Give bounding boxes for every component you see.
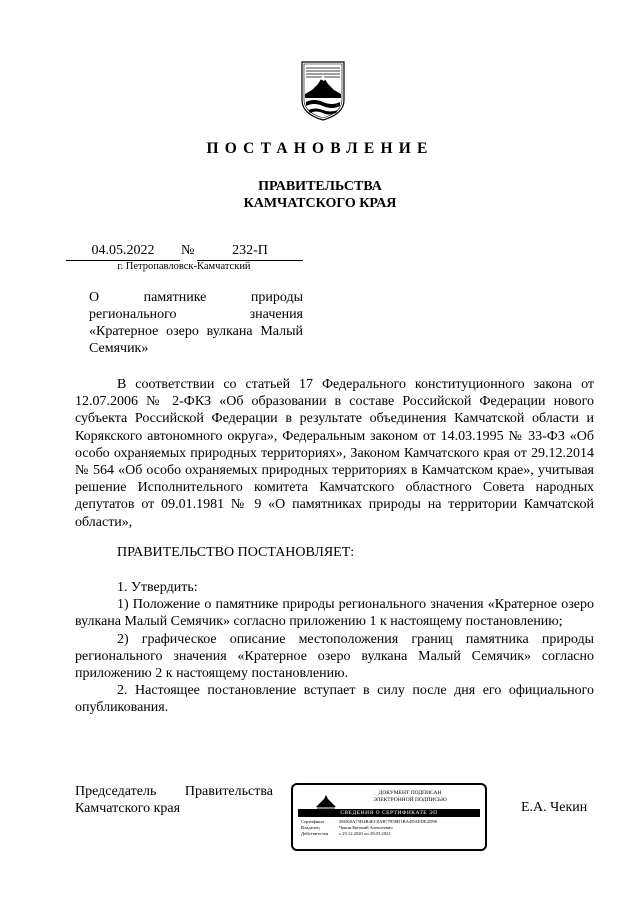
subject-line-4: Семячик» <box>89 341 149 356</box>
coat-of-arms-emblem <box>300 60 346 122</box>
signatory-title-line-1: Председатель Правительства <box>75 784 273 799</box>
decree-items <box>75 579 594 717</box>
subject-line-1: О памятнике природы <box>89 290 303 305</box>
issuer-line-2: КАМЧАТСКОГО КРАЯ <box>243 196 397 211</box>
issue-city: г. Петропавловск-Камчатский <box>117 261 251 272</box>
stamp-row-validity <box>301 831 481 837</box>
signatory-name: Е.А. Чекин <box>521 800 588 815</box>
signatory-title <box>75 783 273 817</box>
preamble-text: В соответствии со статьей 17 Федерального конституционного закона от 12.07.2006 № 2-ФКЗ «Об образовании в составе Российской Федерации нового субъекта Российской Федерации в результате объединения Камчатской области и Корякского автономного округа», Федеральным законом от 14.03.1995 № 33-ФЗ «Об особо охраняемых природных территориях», Законом Камчатского края от 29.12.2014 № 564 «Об особо охраняемых природных территориях в Камчатском крае», учитывая решение Исполнительного комитета Камчатского областного Совета народных депутатов от 09.01.1981 № 9 «О памятниках природы на территории Камчатской области», <box>75 377 594 530</box>
stamp-row-label: Действителен <box>301 831 329 837</box>
document-date: 04.05.2022 <box>66 243 180 261</box>
electronic-signature-stamp <box>291 783 487 851</box>
stamp-heading <box>345 790 475 804</box>
item-1: 1. Утвердить: <box>117 580 198 595</box>
stamp-row-value: 3ED60A75D4B4EC0AB77858D1BA4DAEDE2D96 <box>339 819 437 824</box>
stamp-row-label: Сертификат <box>301 819 325 824</box>
stamp-certificate-details <box>301 819 481 838</box>
document-subject <box>89 289 303 357</box>
document-number: 232-П <box>197 243 303 261</box>
decree-heading: ПРАВИТЕЛЬСТВО ПОСТАНОВЛЯЕТ: <box>117 545 355 560</box>
issuer-line-1: ПРАВИТЕЛЬСТВА <box>258 179 382 194</box>
stamp-heading-line-1: ДОКУМЕНТ ПОДПИСАН <box>378 790 442 796</box>
item-1-2: 2) графическое описание местоположения границ памятника природы регионального значения «Кратерное озеро вулкана Малый Семячик» согласно приложению 2 к настоящему постановлению. <box>75 631 594 682</box>
issuer-block <box>0 178 640 212</box>
document-type-title: ПОСТАНОВЛЕНИЕ <box>206 140 434 157</box>
item-1-1: 1) Положение о памятнике природы регионального значения «Кратерное озеро вулкана Малый Семячик» согласно приложению 1 к настоящему постановлению; <box>75 597 594 630</box>
subject-line-3: «Кратерное озеро вулкана Малый <box>89 324 303 339</box>
item-2: 2. Настоящее постановление вступает в силу после дня его официального опубликования. <box>75 683 594 716</box>
number-sign: № <box>181 243 195 258</box>
signatory-title-line-2: Камчатского края <box>75 801 181 816</box>
stamp-row-value: с 29.12.2020 по 29.03.2022 <box>339 831 391 837</box>
subject-line-2: регионального значения <box>89 307 303 322</box>
stamp-heading-line-2: ЭЛЕКТРОННОЙ ПОДПИСЬЮ <box>373 797 447 803</box>
stamp-row-value: Чекин Евгений Алексеевич <box>339 825 393 831</box>
stamp-row-label: Владелец <box>301 825 320 831</box>
stamp-certificate-bar: СВЕДЕНИЯ О СЕРТИФИКАТЕ ЭП <box>298 809 480 817</box>
preamble-paragraph <box>75 376 594 531</box>
emblem-icon <box>315 793 337 809</box>
